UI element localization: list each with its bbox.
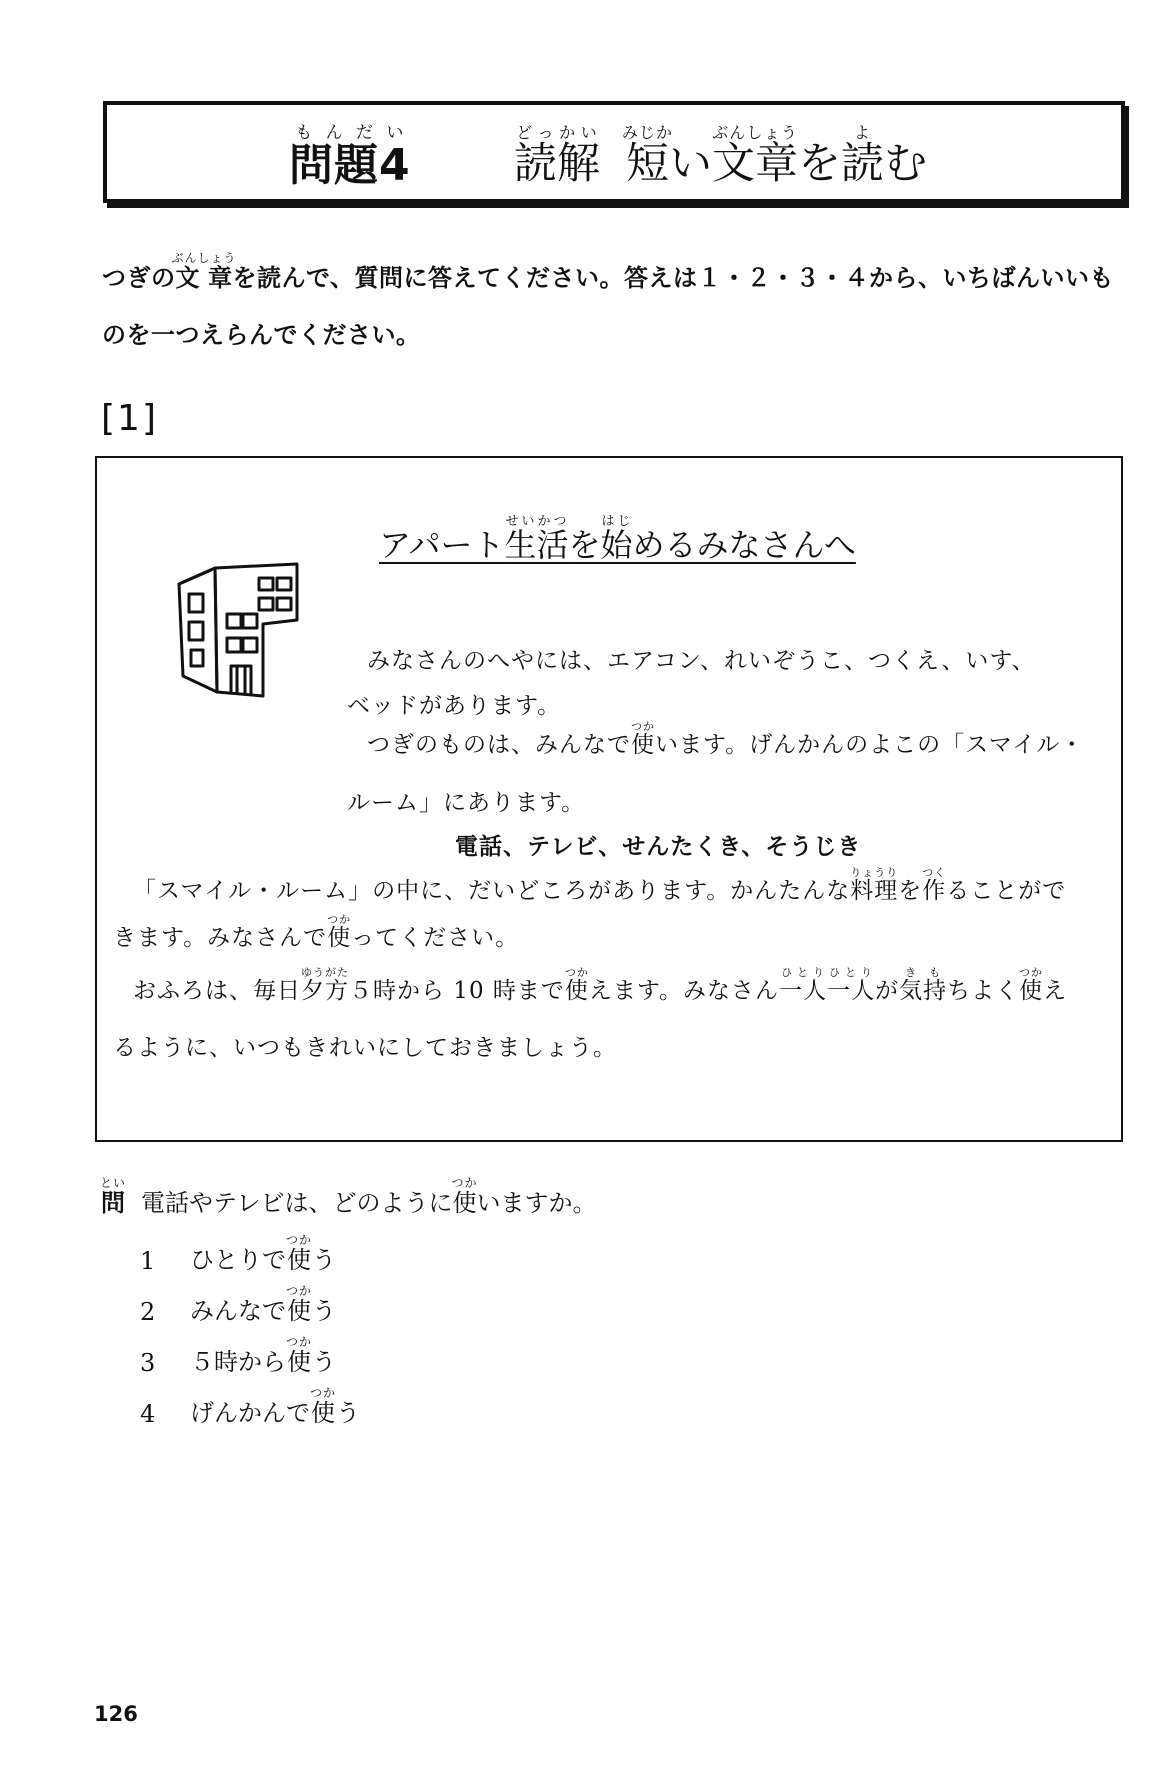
answer-option-3[interactable]: 3 ５時から 使つか う [140,1335,337,1377]
passage-line: つぎのものは、みんなで使つかいます。げんかんのよこの「スマイル・ [367,720,1085,758]
section-number-label: [1] [101,398,158,439]
question-text: 問とい電話やテレビは、どのように使つかいますか。 [100,1176,597,1217]
passage-title: アパート生活せいかつを始はじめるみなさんへ [379,514,856,564]
instructions-text: つぎの文章ぶんしょうを読んで、質問に答えてください。答えは１・２・３・４から、いちばんいいものを一つえらんでください。 [102,251,1115,349]
passage-line: おふろは、毎日夕方ゆうがた５時から 10 時まで使つかえます。みなさん一人一人ひとりひとりが気持きもちよく使つかえ [133,966,1068,1004]
reading-passage-box [95,456,1123,1142]
answer-options [140,1224,360,1428]
problem-number-label: 問題4もんだい [289,123,411,191]
passage-line: 「スマイル・ルーム」の中に、だいどころがあります。かんたんな料理りょうりを作つくることがで [133,866,1067,904]
passage-bold-list: 電話、テレビ、せんたくき、そうじき [455,834,862,860]
answer-option-2[interactable]: 2 みんなで 使つか う [140,1284,337,1326]
passage-line: みなさんのへやには、エアコン、れいぞうこ、つくえ、いす、 [367,648,1036,674]
section-header-box [103,101,1125,203]
passage-line: るように、いつもきれいにしておきましょう。 [113,1035,617,1061]
page-number: 126 [94,1702,138,1726]
section-title: 読解どっかい短みじかい文章ぶんしょうを読よむ [514,123,927,189]
passage-line: きます。みなさんで使つかってください。 [113,913,520,951]
apartment-building-icon [171,558,331,718]
question-mark: 問とい [100,1176,127,1217]
answer-option-4[interactable]: 4 げんかんで 使つか う [140,1386,361,1428]
passage-line: ルーム」にあります。 [347,790,586,816]
passage-line: ベッドがあります。 [347,693,562,719]
answer-option-1[interactable]: 1 ひとりで 使つか う [140,1233,337,1275]
